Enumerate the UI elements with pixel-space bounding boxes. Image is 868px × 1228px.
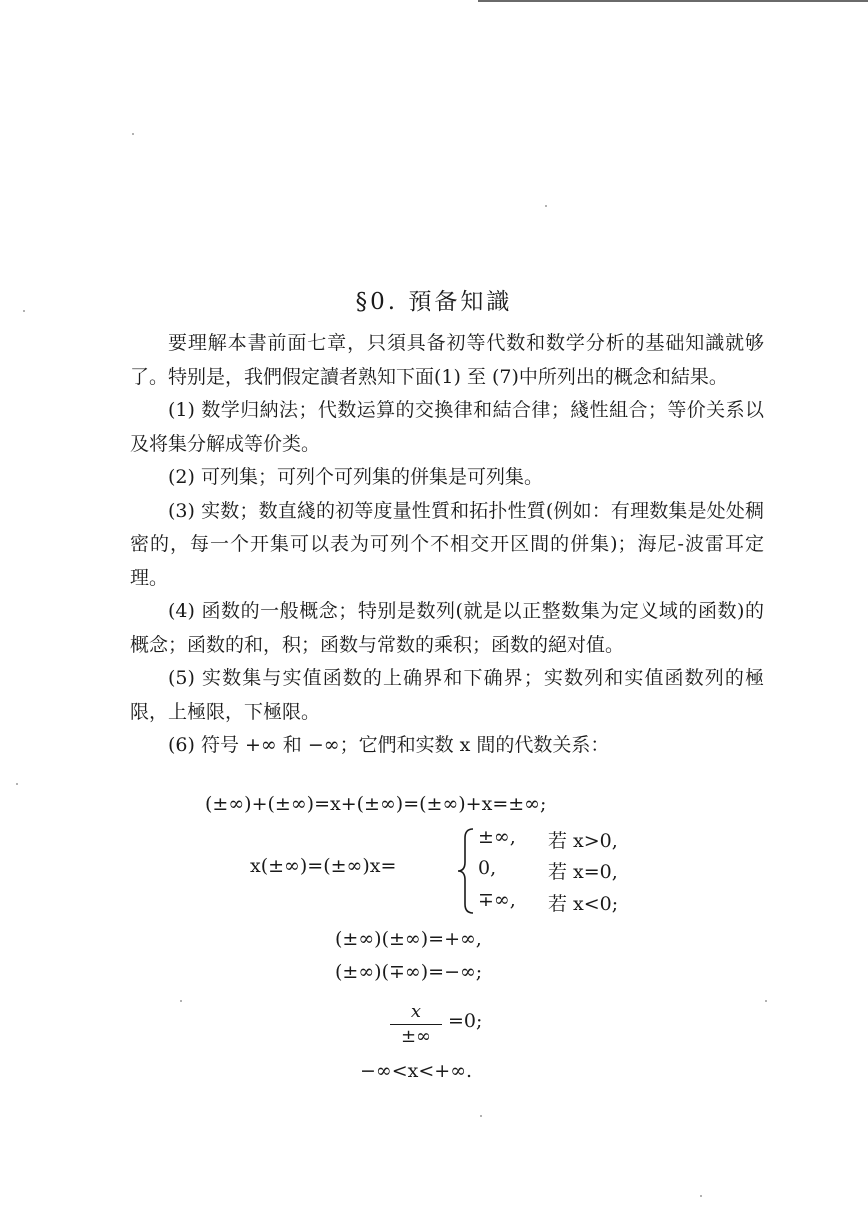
paragraph-item-5: (5) 实数集与实值函数的上确界和下确界；实数列和实值函数列的極限，上極限，下極限。 xyxy=(130,667,764,723)
scan-speck xyxy=(700,1195,702,1197)
scan-speck xyxy=(765,1000,767,1002)
fraction-rhs: =0; xyxy=(448,1010,483,1032)
scan-speck xyxy=(180,1000,182,1002)
equation-product-plus: (±∞)(±∞)=+∞, xyxy=(335,928,482,950)
scan-speck xyxy=(545,205,547,207)
body-text xyxy=(130,327,764,763)
fraction-numerator: x xyxy=(410,1001,422,1022)
scan-speck xyxy=(480,1115,482,1117)
case-condition-zero: 若 x=0, xyxy=(548,861,618,883)
equation-infinity-sum: (±∞)+(±∞)=x+(±∞)=(±∞)+x=±∞; xyxy=(205,793,547,815)
case-value-negative: ∓∞, xyxy=(478,889,516,911)
paragraph-intro: 要理解本書前面七章，只須具备初等代数和数学分析的基础知識就够了。特别是，我們假定讀者熟知下面(1) 至 (7)中所列出的概念和結果。 xyxy=(130,332,764,388)
equation-cases-lhs: x(±∞)=(±∞)x= xyxy=(250,855,397,877)
paragraph-item-3: (3) 实数；数直綫的初等度量性質和拓扑性質(例如：有理数集是处处稠密的，每一个开集可以表为可列个不相交开区間的併集)；海尼-波雷耳定理。 xyxy=(130,499,764,589)
paragraph-item-4: (4) 函数的一般概念；特别是数列(就是以正整数集为定义域的函数)的概念；函数的和，积；函数与常数的乘积；函数的絕对值。 xyxy=(130,600,764,656)
scan-speck xyxy=(132,133,134,135)
fraction xyxy=(390,1000,442,1049)
left-brace-icon xyxy=(455,826,477,916)
case-value-zero: 0, xyxy=(478,857,497,879)
fraction-denominator: ±∞ xyxy=(400,1026,432,1047)
top-edge-rule xyxy=(478,0,868,2)
equation-inequality: −∞<x<+∞. xyxy=(360,1060,473,1082)
scan-speck xyxy=(16,783,18,785)
section-title: §0. 預备知識 xyxy=(355,289,513,315)
equation-product-minus: (±∞)(∓∞)=−∞; xyxy=(335,961,483,983)
case-condition-negative: 若 x<0; xyxy=(548,893,619,915)
case-value-positive: ±∞, xyxy=(478,826,516,848)
paragraph-item-1: (1) 数学归納法；代数运算的交換律和結合律；綫性組合；等价关系以及将集分解成等价类。 xyxy=(130,399,764,455)
paragraph-item-2: (2) 可列集；可列个可列集的併集是可列集。 xyxy=(168,466,543,488)
case-condition-positive: 若 x>0, xyxy=(548,830,618,852)
paragraph-item-6: (6) 符号 +∞ 和 −∞；它們和实数 x 間的代数关系： xyxy=(168,734,610,756)
